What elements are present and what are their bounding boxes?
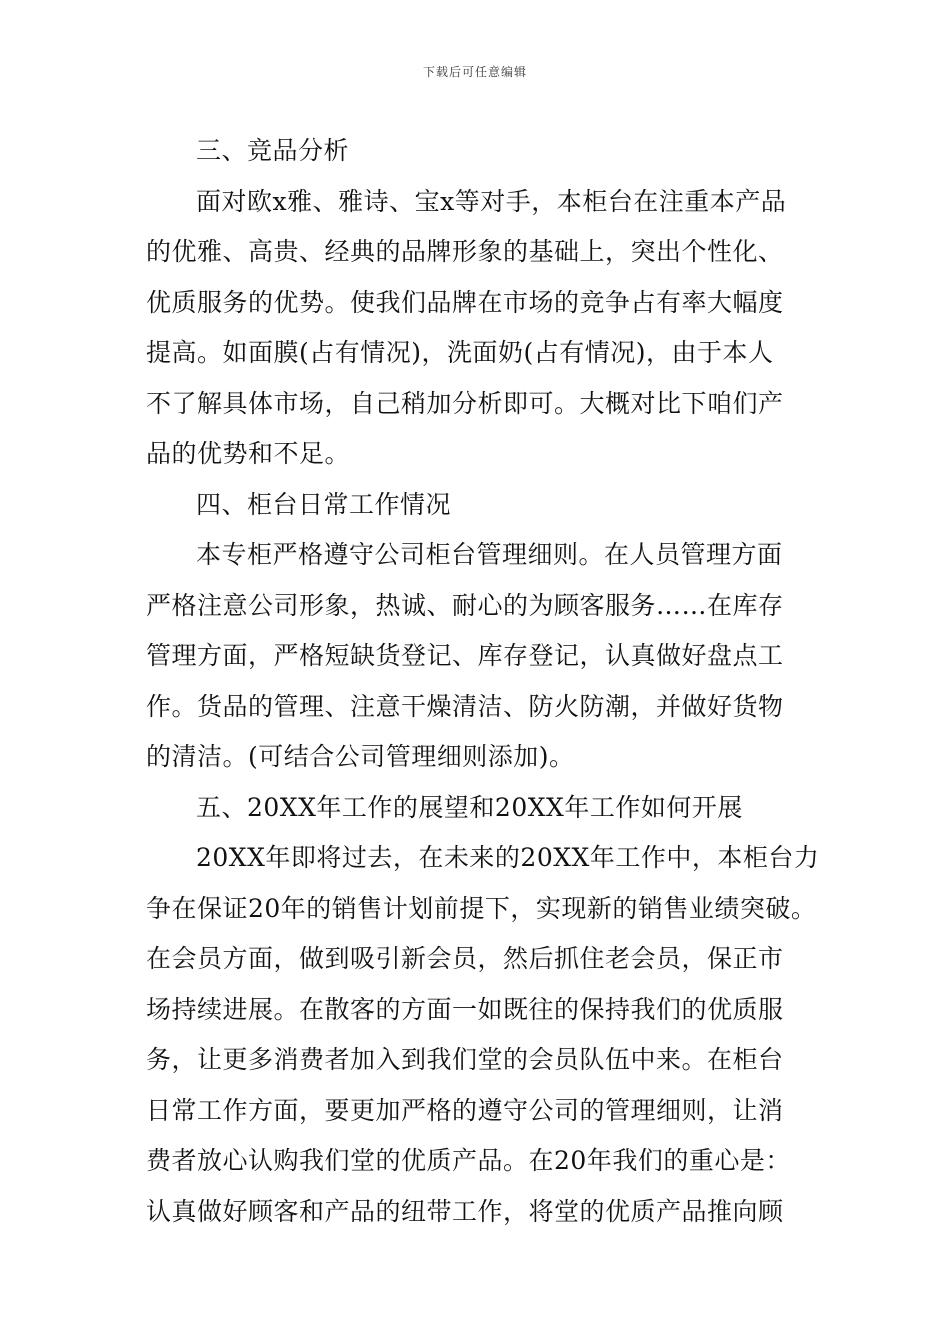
section-heading-daily-work: 四、柜台日常工作情况 bbox=[196, 489, 452, 519]
page-header-note: 下载后可任意编辑 bbox=[422, 65, 527, 79]
paragraph-line: 本专柜严格遵守公司柜台管理细则。在人员管理方面 bbox=[196, 540, 783, 569]
paragraph-line: 管理方面，严格短缺货登记、库存登记，认真做好盘点工 bbox=[146, 641, 784, 670]
section-heading-outlook: 五、20XX年工作的展望和20XX年工作如何开展 bbox=[196, 792, 743, 822]
paragraph-line: 争在保证20年的销售计划前提下，实现新的销售业绩突破。 bbox=[146, 893, 817, 923]
paragraph-line: 作。货品的管理、注意干燥清洁、防火防潮，并做好货物 bbox=[146, 691, 784, 721]
paragraph-line: 不了解具体市场，自己稍加分析即可。大概对比下咱们产 bbox=[146, 388, 784, 418]
paragraph-line: 在会员方面，做到吸引新会员，然后抓住老会员，保正市 bbox=[146, 944, 784, 973]
paragraph-line: 费者放心认购我们堂的优质产品。在20年我们的重心是： bbox=[146, 1146, 791, 1175]
paragraph-line: 日常工作方面，要更加严格的遵守公司的管理细则，让消 bbox=[146, 1095, 784, 1125]
paragraph-line: 务，让更多消费者加入到我们堂的会员队伍中来。在柜台 bbox=[146, 1045, 784, 1074]
paragraph-line: 场持续进展。在散客的方面一如既往的保持我们的优质服 bbox=[146, 994, 784, 1024]
paragraph-line: 面对欧x雅、雅诗、宝x等对手，本柜台在注重本产品 bbox=[196, 186, 787, 216]
paragraph-line: 的优雅、高贵、经典的品牌形象的基础上，突出个性化、 bbox=[146, 237, 784, 266]
paragraph-line: 认真做好顾客和产品的纽带工作，将堂的优质产品推向顾 bbox=[146, 1196, 784, 1226]
paragraph-line: 品的优势和不足。 bbox=[146, 439, 351, 468]
paragraph-line: 提高。如面膜(占有情况)，洗面奶(占有情况)，由于本人 bbox=[146, 338, 774, 367]
paragraph-line: 严格注意公司形象，热诚、耐心的为顾客服务……在库存 bbox=[146, 590, 784, 620]
paragraph-line: 20XX年即将过去，在未来的20XX年工作中，本柜台力 bbox=[196, 843, 820, 872]
paragraph-line: 优质服务的优势。使我们品牌在市场的竞争占有率大幅度 bbox=[146, 287, 784, 317]
document-body bbox=[146, 126, 820, 1237]
section-heading-competitor-analysis: 三、竞品分析 bbox=[196, 136, 350, 165]
paragraph-line: 的清洁。(可结合公司管理细则添加)。 bbox=[146, 742, 575, 771]
